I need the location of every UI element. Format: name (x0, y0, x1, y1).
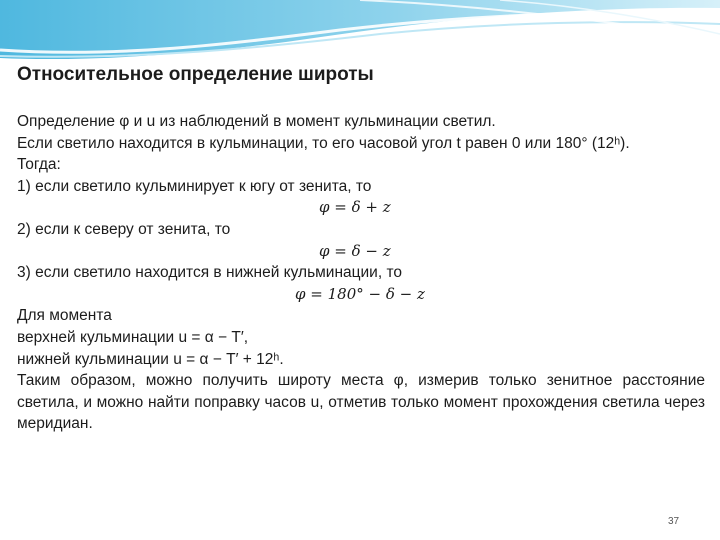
text-line: нижней кульминации u = α − T′ + 12ʰ. (17, 350, 284, 368)
text-line: Определение φ и u из наблюдений в момент кульминации светил. (17, 113, 496, 130)
formula-lower-culmination: φ = 180° − δ − z (295, 284, 425, 303)
slide-title: Относительное определение широты (17, 64, 374, 85)
text-line: Если светило находится в кульминации, то его часовой угол t равен 0 или 180° (12ʰ). (17, 134, 630, 152)
text-line: Для момента (17, 307, 112, 325)
conclusion-paragraph: Таким образом, можно получить широту места φ, измерив только зенитное расстояние светила, и можно найти поправку часов u, отметив только момент прохождения светила через меридиан. (17, 372, 705, 433)
slide-body (17, 111, 705, 435)
page-number: 37 (668, 516, 680, 527)
formula-north: φ = δ − z (319, 241, 391, 260)
text-line: 1) если светило кульминирует к югу от зенита, то (17, 177, 372, 195)
formula-south: φ = δ + z (319, 198, 391, 217)
header-wave-decoration (0, 0, 720, 70)
text-line: Тогда: (17, 156, 61, 174)
text-line: верхней кульминации u = α − T′, (17, 328, 249, 346)
text-line: 3) если светило находится в нижней кульминации, то (17, 264, 403, 282)
text-line: 2) если к северу от зенита, то (17, 220, 231, 238)
